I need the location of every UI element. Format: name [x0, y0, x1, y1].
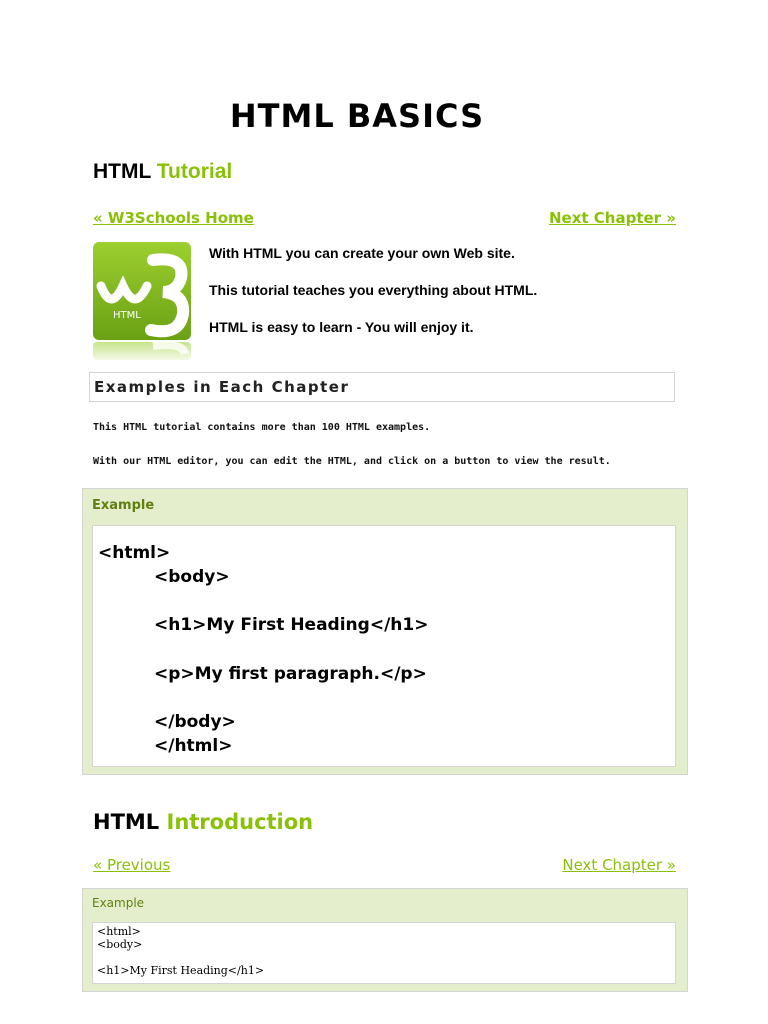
next-chapter-link[interactable]: Next Chapter »: [549, 209, 676, 227]
code-line: <p>My first paragraph.</p>: [154, 664, 427, 684]
intro-line: HTML is easy to learn - You will enjoy it.: [209, 319, 474, 335]
code-line: </body>: [154, 712, 236, 732]
page-title: HTML BASICS: [229, 97, 485, 135]
introduction-heading-accent: Introduction: [166, 810, 314, 834]
code-line: <body>: [154, 567, 230, 587]
introduction-heading: [93, 810, 313, 834]
w3-logo-icon: [93, 242, 191, 360]
example-box: [82, 888, 688, 992]
code-line: <body>: [97, 938, 143, 951]
tutorial-heading-accent: Tutorial: [156, 160, 233, 183]
example-label: Example: [92, 896, 145, 910]
code-line: <h1>My First Heading</h1>: [154, 615, 429, 635]
code-line: <h1>My First Heading</h1>: [97, 964, 265, 977]
paragraph: This HTML tutorial contains more than 100 HTML examples.: [93, 422, 431, 433]
code-line: <html>: [98, 543, 171, 563]
intro-line: With HTML you can create your own Web site.: [209, 245, 515, 261]
code-area: [92, 525, 676, 767]
paragraph: With our HTML editor, you can edit the HTML, and click on a button to view the result.: [93, 456, 611, 467]
previous-link[interactable]: « Previous: [93, 856, 171, 874]
w3schools-home-link[interactable]: « W3Schools Home: [93, 209, 254, 227]
example-label: Example: [92, 498, 155, 513]
next-chapter-link[interactable]: Next Chapter »: [562, 856, 676, 874]
intro-line: This tutorial teaches you everything about HTML.: [209, 282, 538, 298]
tutorial-heading-prefix: HTML: [93, 160, 151, 183]
code-line: </html>: [154, 736, 233, 756]
tutorial-heading: [93, 160, 232, 184]
introduction-heading-prefix: HTML: [93, 810, 160, 834]
examples-header: Examples in Each Chapter: [89, 372, 675, 402]
logo-text: HTML: [113, 310, 141, 321]
code-line: <html>: [97, 925, 141, 938]
code-area: [92, 922, 676, 984]
example-box: [82, 488, 688, 775]
